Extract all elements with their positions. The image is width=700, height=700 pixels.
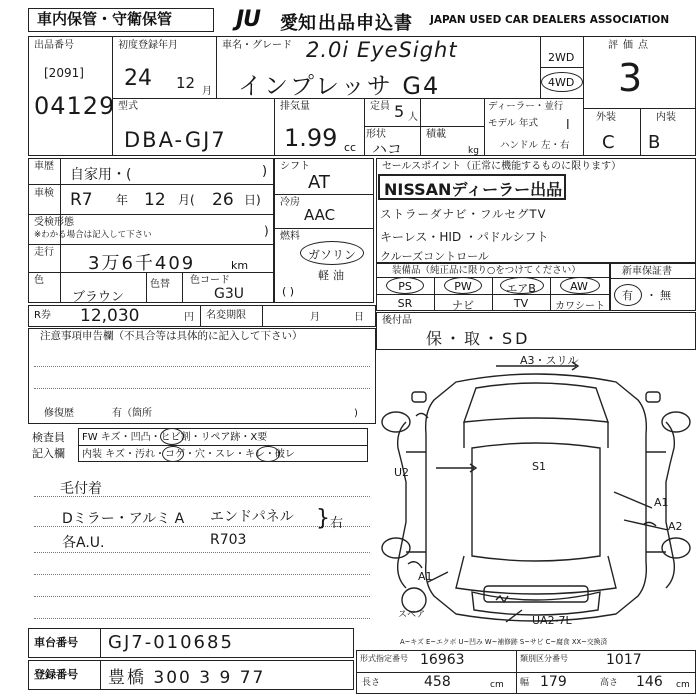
displacement-unit: cc — [344, 141, 357, 154]
exterior-score: C — [602, 132, 615, 153]
handle-label: ハンドル 左・右 — [500, 140, 570, 151]
warranty-label: 新車保証書 — [622, 266, 672, 277]
car-grade: 2.0i EyeSight — [306, 38, 458, 62]
length-unit: cm — [490, 680, 504, 690]
inspection-label: 車検 — [34, 188, 54, 199]
equip-sr: SR — [397, 297, 413, 310]
height-unit: cm — [676, 680, 690, 690]
car-damage-diagram — [376, 352, 696, 642]
diagram-mark-right-door: A1 — [654, 496, 669, 509]
reg-month: 12 — [176, 74, 196, 92]
warranty-separator: ・ — [646, 289, 657, 302]
model-year-mark: l — [566, 118, 570, 133]
color-change-label: 色替 — [150, 279, 170, 290]
diagram-mark-left-rear: A1 — [418, 570, 433, 583]
color-label: 色 — [34, 275, 44, 286]
fuel-label: 燃料 — [280, 231, 300, 242]
lot-label: 出品番号 — [34, 40, 74, 51]
org-name: 愛知 — [280, 13, 316, 34]
inspection-day-unit: 日) — [244, 193, 261, 207]
model-label: 型式 — [118, 101, 138, 112]
capacity-unit: 人 — [408, 112, 418, 123]
equip-aw-circle — [560, 277, 600, 294]
drive-4wd: 4WD — [548, 76, 575, 89]
name-change-label: 名変期限 — [206, 310, 246, 321]
repair-value: 有（箇所 — [112, 408, 152, 419]
width-value: 179 — [540, 674, 567, 690]
inspection-month: 12 — [144, 190, 166, 210]
shift-value: AT — [308, 172, 330, 193]
load-label: 積載 — [426, 129, 446, 140]
chassis-value: GJ7-010685 — [108, 632, 234, 653]
selling-line-1: ストラーダナビ・フルセグTV — [380, 207, 547, 221]
aftermarket-value: 保・取・SD — [426, 329, 531, 348]
inspection-year-unit: 年 — [116, 193, 129, 207]
chassis-label: 車台番号 — [34, 636, 78, 649]
ac-value: AAC — [304, 206, 336, 224]
fuel-option2: 軽油 — [318, 269, 348, 282]
color-code-label: 色コード — [190, 275, 230, 286]
warranty-no: 無 — [660, 289, 671, 302]
height-value: 146 — [636, 674, 663, 690]
fuel-value: ガソリン — [308, 248, 357, 262]
aftermarket-label: 後付品 — [382, 315, 412, 326]
diagram-mark-roof: S1 — [532, 460, 546, 473]
warranty-yes: 有 — [622, 289, 633, 302]
capacity-label: 定員 — [370, 101, 390, 112]
inspector-label-2: 記入欄 — [32, 447, 65, 460]
equip-ps: PS — [398, 280, 412, 293]
drive-2wd: 2WD — [548, 51, 575, 64]
caution-block — [28, 328, 376, 424]
mileage-label: 走行 — [34, 247, 54, 258]
repair-close: ) — [354, 408, 358, 419]
recycle-value: 12,030 — [80, 306, 140, 326]
equip-pw: PW — [454, 280, 472, 293]
exterior-label: 外装 — [596, 112, 616, 123]
displacement-value: 1.99 — [284, 124, 338, 152]
inspection-month-unit: 月( — [178, 193, 195, 207]
logo: JU — [236, 7, 261, 32]
reception-label: 受検形態 — [34, 217, 74, 228]
note-r703: R703 — [210, 532, 247, 548]
name-change-day: 日 — [354, 312, 364, 323]
mark-circle-2 — [162, 446, 184, 462]
equip-navi: ナビ — [452, 299, 474, 312]
car-name-label: 車名・グレード — [222, 40, 292, 51]
color-value: ブラウン — [72, 290, 125, 305]
class-label: 類別区分番号 — [520, 654, 568, 663]
shift-label: シフト — [280, 161, 310, 172]
note-mirror: Dミラー・アルミ A — [62, 511, 185, 527]
registration-label: 登録番号 — [34, 668, 78, 681]
form-title: 出品申込書 — [318, 13, 413, 34]
mark-circle-1 — [160, 428, 184, 445]
equip-tv: TV — [513, 297, 529, 310]
mileage-unit: km — [231, 259, 249, 272]
equip-airbag: エアB — [506, 282, 536, 295]
history-close: ) — [262, 164, 268, 179]
reception-note: ※わかる場合は記入して下さい — [34, 230, 152, 240]
lot-small-number: [2091] — [44, 66, 84, 80]
name-change-month: 月 — [310, 312, 320, 323]
selling-line-3: クルーズコントロール — [380, 250, 489, 263]
score-label: 評価点 — [608, 40, 653, 51]
cert-label: 形式指定番号 — [360, 654, 408, 663]
diagram-spare-label: スペア — [398, 610, 426, 620]
reg-date-label: 初度登録年月 — [118, 40, 178, 51]
selling-headline: NISSANディーラー出品 — [384, 180, 563, 199]
mark-circle-3 — [256, 446, 280, 462]
shape-value: ハコ — [372, 140, 403, 158]
diagram-mark-right-rear: A2 — [668, 520, 683, 533]
fuel-option3: ( ) — [282, 285, 295, 298]
registration-value: 豊橋 300 3 9 77 — [108, 668, 266, 688]
inspector-label-1: 検査員 — [32, 431, 65, 444]
reg-month-unit: 月 — [202, 86, 212, 97]
history-label: 車歴 — [34, 161, 54, 172]
shape-label: 形状 — [366, 129, 386, 140]
note-hair: 毛付着 — [60, 481, 102, 497]
reception-close: ) — [264, 224, 269, 238]
storage-badge — [28, 8, 214, 32]
capacity-value: 5 — [394, 102, 405, 121]
displacement-label: 排気量 — [280, 101, 310, 112]
inspector-row-1: FW キズ・凹凸・ヒビ割・リペア跡・X要 — [82, 432, 268, 443]
inspection-day: 26 — [212, 190, 234, 210]
recycle-label: R券 — [34, 310, 51, 321]
lot-number: 04129 — [34, 92, 116, 120]
model-year-label: モデル 年式 — [488, 118, 539, 129]
cert-value: 16963 — [420, 652, 465, 668]
reg-year: 24 — [124, 66, 152, 91]
equip-seat: カワシート — [555, 301, 605, 312]
interior-label: 内装 — [656, 112, 676, 123]
diagram-mark-left-door: U2 — [394, 466, 410, 479]
model-value: DBA-GJ7 — [124, 128, 227, 152]
equip-airbag-circle — [500, 277, 544, 294]
class-value: 1017 — [606, 652, 642, 668]
selling-line-2: キーレス・HID ・パドルシフト — [380, 230, 549, 244]
caution-label: 注意事項申告欄（不具合等は具体的に記入して下さい） — [40, 330, 303, 342]
note-bracket: } — [316, 506, 330, 531]
inspection-era: R7 — [70, 190, 93, 210]
length-label: 長さ — [362, 678, 381, 688]
load-unit: kg — [468, 146, 479, 156]
equip-aw: AW — [570, 280, 588, 293]
ac-label: 冷房 — [280, 197, 300, 208]
note-right: 右 — [330, 516, 344, 531]
equip-ps-circle — [386, 277, 424, 294]
aftermarket-block — [376, 312, 696, 350]
length-value: 458 — [424, 674, 451, 690]
form-subtitle: JAPAN USED CAR DEALERS ASSOCIATION — [430, 14, 670, 26]
dealer-label: ディーラー・並行 — [488, 101, 564, 112]
score-value: 3 — [618, 56, 643, 100]
equipment-label: 装備品（純正品に限り○をつけてください） — [392, 265, 581, 276]
height-label: 高さ — [600, 678, 619, 688]
repair-label: 修復歴 — [44, 408, 74, 419]
diagram-legend: A~キズ E~エクボ U~凹み W~補修跡 S~サビ C~腐食 XX~交換済 — [400, 638, 608, 646]
equip-pw-circle — [444, 277, 482, 294]
diagram-mark-top: A3・スリル — [520, 354, 579, 367]
history-value: 自家用・( — [70, 167, 132, 183]
color-code-value: G3U — [214, 286, 245, 302]
car-model-name: インプレッサ G4 — [238, 72, 441, 100]
mileage-value: 3万6千409 — [88, 253, 196, 274]
interior-score: B — [648, 132, 661, 153]
note-end-panel: エンドパネル — [210, 509, 294, 525]
note-each: 各A.U. — [62, 535, 105, 551]
width-label: 幅 — [520, 678, 530, 688]
inspector-row-2: 内装 キズ・汚れ・コゲ・穴・スレ・キレ・破レ — [82, 449, 295, 460]
storage-badge-text: 車内保管・守衛保管 — [37, 10, 173, 28]
diagram-mark-rear-bumper: UA2-7L — [532, 614, 572, 627]
selling-points-label: セールスポイント（正常に機能するものに限ります） — [382, 161, 622, 172]
recycle-unit: 円 — [184, 312, 194, 323]
